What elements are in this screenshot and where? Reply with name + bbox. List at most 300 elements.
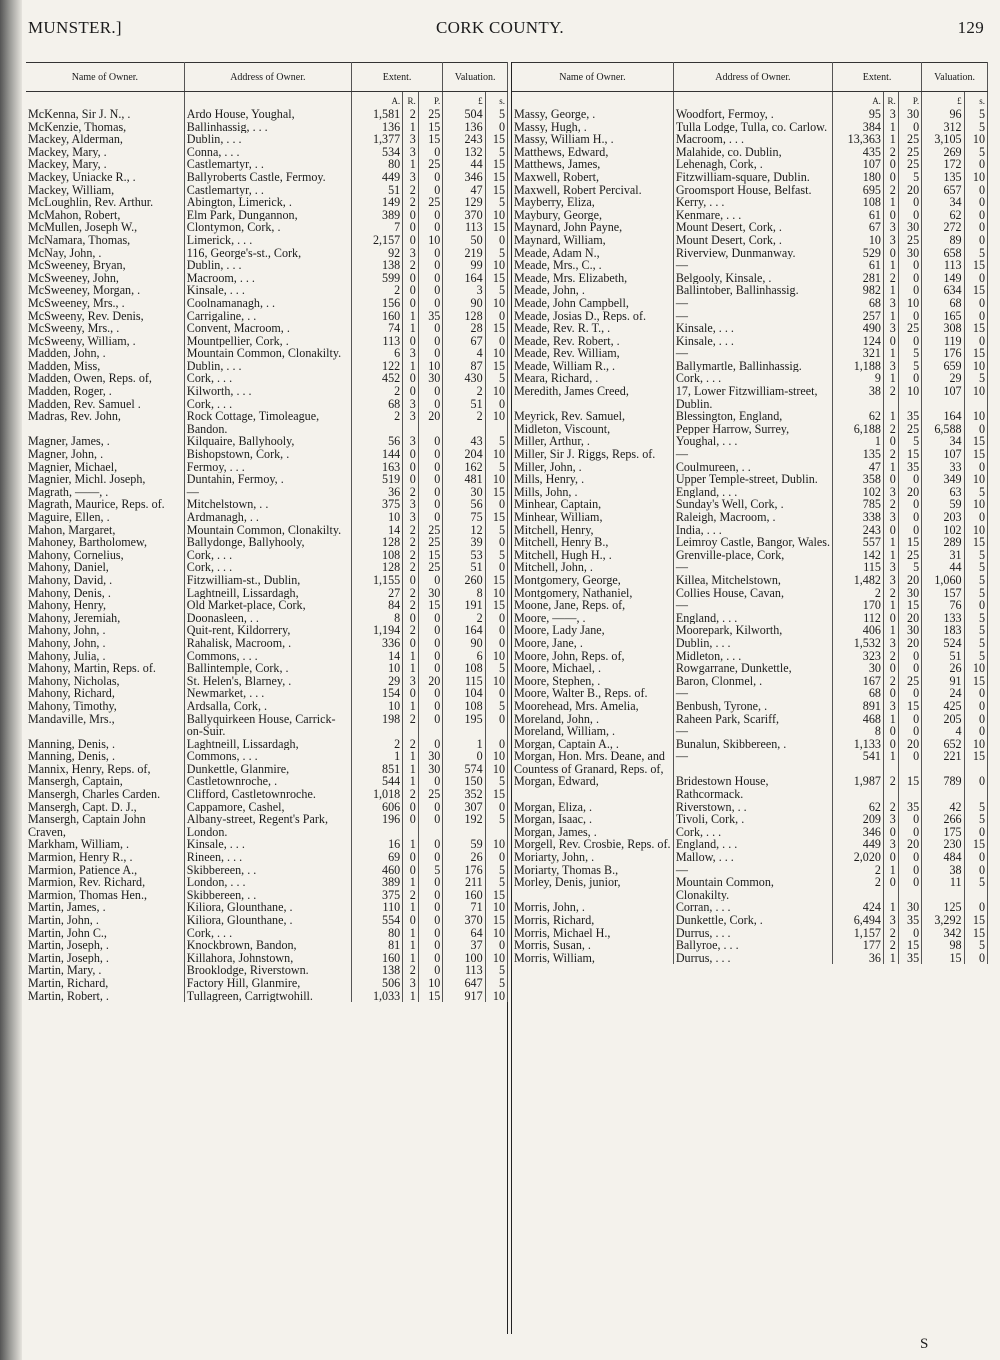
valuation-pounds: 150 (443, 775, 485, 788)
extent-roods: 2 (403, 184, 419, 197)
valuation-shillings: 0 (485, 561, 507, 574)
owner-name: Mahony, Nicholas, (26, 675, 184, 688)
extent-acres: 142 (833, 549, 884, 562)
valuation-pounds: 370 (443, 209, 485, 222)
table-row (26, 461, 508, 474)
table-row (512, 121, 988, 134)
owner-address: Castlemartyr, . . (184, 184, 351, 197)
valuation-shillings: 5 (485, 524, 507, 537)
table-row (512, 687, 988, 700)
extent-perches: 0 (418, 889, 443, 902)
owner-name: Mahony, Denis, . (26, 587, 184, 600)
extent-acres: 599 (351, 272, 402, 285)
valuation-pounds: 67 (443, 335, 485, 348)
table-row (512, 385, 988, 410)
extent-acres: 16 (351, 838, 402, 851)
valuation-pounds: 657 (922, 184, 964, 197)
col-name-header: Name of Owner. (26, 63, 184, 92)
valuation-pounds: 119 (922, 335, 964, 348)
unit-shillings: s. (964, 92, 987, 109)
table-row (26, 738, 508, 751)
extent-perches: 0 (898, 335, 921, 348)
valuation-pounds: 647 (443, 977, 485, 990)
extent-roods: 0 (403, 637, 419, 650)
owner-name: Massy, Hugh, . (512, 121, 673, 134)
valuation-shillings: 0 (485, 713, 507, 738)
owner-address: Kilquaire, Ballyhooly, (184, 435, 351, 448)
extent-roods: 3 (883, 914, 898, 927)
valuation-shillings: 5 (485, 876, 507, 889)
valuation-shillings: 10 (485, 473, 507, 486)
extent-roods: 2 (883, 587, 898, 600)
owner-name: McNay, John, . (26, 247, 184, 260)
extent-perches: 30 (898, 221, 921, 234)
extent-perches: 0 (898, 272, 921, 285)
extent-roods: 0 (403, 914, 419, 927)
extent-perches: 0 (898, 864, 921, 877)
owner-address: Collies House, Cavan, (673, 587, 832, 600)
owner-address: St. Helen's, Blarney, . (184, 675, 351, 688)
extent-acres: 160 (351, 310, 402, 323)
extent-acres: 47 (833, 461, 884, 474)
extent-acres: 2 (351, 385, 402, 398)
extent-perches: 0 (898, 662, 921, 675)
owner-name: Mahony, John, . (26, 637, 184, 650)
extent-roods: 0 (403, 372, 419, 385)
valuation-shillings: 5 (485, 196, 507, 209)
owner-address: Cork, . . . (673, 826, 832, 839)
valuation-pounds: 26 (922, 662, 964, 675)
owner-address: Youghal, . . . (673, 435, 832, 448)
owner-name: Mahon, Margaret, (26, 524, 184, 537)
extent-acres: 6,494 (833, 914, 884, 927)
extent-roods: 0 (883, 171, 898, 184)
owner-address: Commons, . . . (184, 750, 351, 763)
extent-perches: 25 (898, 423, 921, 436)
owner-address: Clontymon, Cork, . (184, 221, 351, 234)
owner-name: Magnier, Michael, (26, 461, 184, 474)
owner-address: 116, George's-st., Cork, (184, 247, 351, 260)
owner-name: McSweeney, Mrs., . (26, 297, 184, 310)
extent-perches: 20 (898, 637, 921, 650)
table-row (26, 247, 508, 260)
valuation-pounds: 4 (443, 347, 485, 360)
owner-name: Magrath, Maurice, Reps. of. (26, 498, 184, 511)
extent-roods: 1 (403, 990, 419, 1003)
extent-roods: 3 (883, 574, 898, 587)
extent-roods: 3 (883, 322, 898, 335)
extent-roods: 2 (883, 775, 898, 800)
owner-address: Raleigh, Macroom, . (673, 511, 832, 524)
extent-roods: 3 (883, 700, 898, 713)
valuation-shillings: 15 (485, 788, 507, 801)
extent-roods: 1 (403, 838, 419, 851)
owner-address: Baron, Clonmel, . (673, 675, 832, 688)
owner-name: Morley, Denis, junior, (512, 876, 673, 901)
valuation-shillings: 10 (964, 360, 987, 373)
extent-roods: 1 (883, 864, 898, 877)
valuation-pounds: 2 (443, 612, 485, 625)
table-row (512, 284, 988, 297)
extent-perches: 0 (418, 662, 443, 675)
owner-address: Dublin, . . . (184, 360, 351, 373)
extent-perches: 15 (898, 448, 921, 461)
extent-perches: 20 (898, 738, 921, 751)
extent-roods: 2 (403, 889, 419, 902)
extent-roods: 1 (883, 310, 898, 323)
extent-acres: 10 (833, 234, 884, 247)
extent-acres: 1,133 (833, 738, 884, 751)
table-row (26, 612, 508, 625)
extent-acres: 112 (833, 612, 884, 625)
valuation-pounds: 370 (443, 914, 485, 927)
extent-perches: 0 (898, 725, 921, 738)
table-row (512, 549, 988, 562)
owner-address: Tivoli, Cork, . (673, 813, 832, 826)
table-row (26, 838, 508, 851)
extent-acres: 534 (351, 146, 402, 159)
valuation-shillings: 10 (964, 524, 987, 537)
extent-perches: 25 (898, 549, 921, 562)
extent-acres: 14 (351, 650, 402, 663)
valuation-shillings: 10 (485, 675, 507, 688)
valuation-shillings: 10 (485, 297, 507, 310)
extent-roods: 2 (403, 713, 419, 738)
table-row (26, 448, 508, 461)
valuation-pounds: 113 (922, 259, 964, 272)
valuation-pounds: 658 (922, 247, 964, 260)
valuation-shillings: 15 (485, 889, 507, 902)
owner-address: — (673, 297, 832, 310)
extent-roods: 2 (403, 561, 419, 574)
extent-roods: 1 (883, 624, 898, 637)
extent-perches: 0 (898, 927, 921, 940)
valuation-pounds: 164 (922, 410, 964, 423)
valuation-shillings: 15 (485, 158, 507, 171)
valuation-shillings: 10 (485, 901, 507, 914)
extent-roods: 3 (403, 171, 419, 184)
extent-roods: 1 (883, 952, 898, 965)
valuation-pounds: 104 (443, 687, 485, 700)
table-row (26, 713, 508, 738)
valuation-pounds: 176 (443, 864, 485, 877)
table-row (26, 662, 508, 675)
table-row (26, 788, 508, 801)
extent-perches: 25 (418, 788, 443, 801)
extent-roods: 3 (883, 486, 898, 499)
extent-roods: 3 (403, 347, 419, 360)
extent-acres: 27 (351, 587, 402, 600)
owner-address: Tulla Lodge, Tulla, co. Carlow. (673, 121, 832, 134)
valuation-pounds: 0 (443, 750, 485, 763)
right-table-body (512, 108, 988, 964)
extent-perches: 35 (898, 914, 921, 927)
valuation-pounds: 6,588 (922, 423, 964, 436)
extent-perches: 30 (898, 108, 921, 121)
unit-pounds: £ (922, 92, 964, 109)
owner-name: Madden, Roger, . (26, 385, 184, 398)
owner-address: Albany-street, Regent's Park, London. (184, 813, 351, 838)
extent-acres: 1,018 (351, 788, 402, 801)
valuation-pounds: 162 (443, 461, 485, 474)
valuation-pounds: 59 (443, 838, 485, 851)
valuation-shillings: 15 (964, 322, 987, 335)
valuation-shillings: 15 (964, 536, 987, 549)
owner-name: Moore, Lady Jane, (512, 624, 673, 637)
extent-acres: 358 (833, 473, 884, 486)
owner-address: Kenmare, . . . (673, 209, 832, 222)
valuation-pounds: 28 (443, 322, 485, 335)
valuation-shillings: 0 (964, 687, 987, 700)
extent-roods: 1 (883, 713, 898, 726)
left-table-body (26, 108, 508, 1002)
extent-perches: 0 (898, 511, 921, 524)
extent-perches: 20 (898, 574, 921, 587)
extent-perches: 0 (418, 259, 443, 272)
owner-address: Convent, Macroom, . (184, 322, 351, 335)
valuation-pounds: 149 (922, 272, 964, 285)
table-row (512, 322, 988, 335)
owner-address: 17, Lower Fitzwilliam-street, Dublin. (673, 385, 832, 410)
extent-roods: 2 (403, 624, 419, 637)
owner-address: Ballydonge, Ballyhooly, (184, 536, 351, 549)
extent-perches: 0 (898, 259, 921, 272)
extent-acres: 68 (833, 687, 884, 700)
extent-perches: 0 (418, 511, 443, 524)
valuation-shillings: 15 (964, 675, 987, 688)
extent-roods: 1 (883, 461, 898, 474)
extent-acres: 128 (351, 536, 402, 549)
extent-perches: 0 (418, 901, 443, 914)
table-row (26, 574, 508, 587)
extent-perches: 5 (898, 347, 921, 360)
valuation-shillings: 5 (964, 146, 987, 159)
extent-roods: 2 (403, 599, 419, 612)
owner-name: Meade, Mrs. Elizabeth, (512, 272, 673, 285)
valuation-shillings: 10 (485, 927, 507, 940)
extent-perches: 15 (898, 536, 921, 549)
owner-name: Mackey, Alderman, (26, 133, 184, 146)
owner-name: Moore, ——, . (512, 612, 673, 625)
owner-name: Massy, William H., . (512, 133, 673, 146)
extent-roods: 0 (883, 524, 898, 537)
valuation-shillings: 5 (485, 247, 507, 260)
table-row (512, 927, 988, 940)
extent-roods: 2 (403, 524, 419, 537)
extent-perches: 25 (418, 536, 443, 549)
extent-acres: 36 (833, 952, 884, 965)
table-row (512, 524, 988, 537)
extent-perches: 15 (418, 549, 443, 562)
owner-name: Madden, Owen, Reps. of, (26, 372, 184, 385)
extent-acres: 61 (833, 259, 884, 272)
extent-roods: 3 (403, 977, 419, 990)
owner-address: — (673, 687, 832, 700)
extent-acres: 982 (833, 284, 884, 297)
owner-name: Mayberry, Eliza, (512, 196, 673, 209)
valuation-pounds: 205 (922, 713, 964, 726)
table-row (512, 637, 988, 650)
extent-roods: 3 (403, 511, 419, 524)
extent-acres: 74 (351, 322, 402, 335)
extent-acres: 138 (351, 259, 402, 272)
valuation-shillings: 0 (485, 637, 507, 650)
extent-acres: 336 (351, 637, 402, 650)
table-row (26, 196, 508, 209)
valuation-pounds: 29 (922, 372, 964, 385)
owner-address: Killahora, Johnstown, (184, 952, 351, 965)
extent-acres: 128 (351, 561, 402, 574)
table-row (26, 914, 508, 927)
table-row (512, 259, 988, 272)
valuation-shillings: 10 (485, 763, 507, 776)
extent-roods: 1 (403, 763, 419, 776)
valuation-pounds: 108 (443, 700, 485, 713)
table-row (26, 310, 508, 323)
valuation-shillings: 0 (485, 851, 507, 864)
extent-perches: 0 (898, 650, 921, 663)
table-row (26, 398, 508, 411)
extent-roods: 2 (403, 964, 419, 977)
table-row (512, 561, 988, 574)
valuation-shillings: 10 (964, 498, 987, 511)
extent-acres: 1,377 (351, 133, 402, 146)
valuation-pounds: 312 (922, 121, 964, 134)
valuation-pounds: 50 (443, 234, 485, 247)
valuation-shillings: 10 (485, 410, 507, 435)
valuation-pounds: 12 (443, 524, 485, 537)
table-row (512, 310, 988, 323)
valuation-pounds: 211 (443, 876, 485, 889)
extent-roods: 1 (883, 599, 898, 612)
extent-perches: 0 (898, 498, 921, 511)
extent-roods: 2 (883, 272, 898, 285)
valuation-shillings: 5 (964, 876, 987, 901)
extent-perches: 0 (418, 448, 443, 461)
owner-name: Mahony, Richard, (26, 687, 184, 700)
extent-acres: 281 (833, 272, 884, 285)
table-row (26, 284, 508, 297)
col-valuation-header: Valuation. (443, 63, 508, 92)
table-row (512, 713, 988, 726)
extent-perches: 0 (898, 687, 921, 700)
valuation-pounds: 75 (443, 511, 485, 524)
extent-acres: 122 (351, 360, 402, 373)
extent-roods: 1 (883, 372, 898, 385)
owner-address: Mount Desert, Cork, . (673, 221, 832, 234)
owner-name: Morgan, Isaac, . (512, 813, 673, 826)
extent-acres: 851 (351, 763, 402, 776)
table-row (512, 146, 988, 159)
extent-perches: 35 (898, 952, 921, 965)
extent-perches: 0 (418, 435, 443, 448)
table-row (26, 750, 508, 763)
extent-acres: 6,188 (833, 423, 884, 436)
owner-name: Morris, Richard, (512, 914, 673, 927)
extent-acres: 36 (351, 486, 402, 499)
extent-perches: 0 (418, 713, 443, 738)
owner-address: Woodfort, Fermoy, . (673, 108, 832, 121)
owner-name: Mackey, Mary, . (26, 158, 184, 171)
extent-acres: 468 (833, 713, 884, 726)
valuation-pounds: 38 (922, 864, 964, 877)
owner-address: — (673, 561, 832, 574)
valuation-pounds: 204 (443, 448, 485, 461)
extent-perches: 5 (418, 864, 443, 877)
extent-roods: 3 (403, 133, 419, 146)
extent-roods: 1 (883, 410, 898, 423)
valuation-pounds: 272 (922, 221, 964, 234)
valuation-shillings: 0 (964, 158, 987, 171)
owner-name: Mackey, Uniacke R., . (26, 171, 184, 184)
owner-address: Moorepark, Kilworth, (673, 624, 832, 637)
extent-perches: 0 (898, 284, 921, 297)
owner-address: Midleton, . . . (673, 650, 832, 663)
owner-address: Elm Park, Dungannon, (184, 209, 351, 222)
valuation-pounds: 107 (922, 448, 964, 461)
extent-acres: 80 (351, 927, 402, 940)
valuation-pounds: 113 (443, 964, 485, 977)
extent-perches: 0 (418, 813, 443, 838)
extent-roods: 1 (883, 347, 898, 360)
valuation-shillings: 0 (485, 687, 507, 700)
owner-address: Laghtneill, Lissardagh, (184, 738, 351, 751)
extent-roods: 1 (403, 322, 419, 335)
valuation-pounds: 33 (922, 461, 964, 474)
table-row (512, 221, 988, 234)
extent-acres: 1,188 (833, 360, 884, 373)
valuation-shillings: 15 (485, 171, 507, 184)
valuation-pounds: 266 (922, 813, 964, 826)
table-row (512, 372, 988, 385)
owner-name: Mahony, Jeremiah, (26, 612, 184, 625)
extent-acres: 6 (351, 347, 402, 360)
extent-perches: 20 (898, 486, 921, 499)
owner-address: Factory Hill, Glanmire, (184, 977, 351, 990)
extent-perches: 10 (418, 977, 443, 990)
valuation-pounds: 4 (922, 725, 964, 738)
valuation-pounds: 504 (443, 108, 485, 121)
extent-roods: 0 (403, 385, 419, 398)
extent-roods: 0 (403, 813, 419, 838)
owner-name: Meade, Rev. Robert, . (512, 335, 673, 348)
owner-name: Mills, John, . (512, 486, 673, 499)
valuation-shillings: 0 (964, 209, 987, 222)
extent-acres: 108 (351, 549, 402, 562)
valuation-shillings: 15 (964, 347, 987, 360)
owner-address: — (673, 750, 832, 775)
extent-roods: 0 (403, 284, 419, 297)
valuation-pounds: 191 (443, 599, 485, 612)
valuation-shillings: 5 (964, 650, 987, 663)
valuation-shillings: 15 (964, 838, 987, 851)
owner-name: Marmion, Rev. Richard, (26, 876, 184, 889)
extent-roods: 0 (883, 158, 898, 171)
extent-roods: 2 (883, 184, 898, 197)
extent-perches: 0 (418, 473, 443, 486)
owner-name: Meade, Rev. R. T., . (512, 322, 673, 335)
extent-roods: 3 (403, 410, 419, 435)
owner-name: Morris, William, (512, 952, 673, 965)
table-row (512, 133, 988, 146)
owner-address: Ballyroberts Castle, Fermoy. (184, 171, 351, 184)
extent-perches: 0 (418, 322, 443, 335)
owner-name: Montgomery, George, (512, 574, 673, 587)
extent-acres: 198 (351, 713, 402, 738)
owner-name: Martin, Robert, . (26, 990, 184, 1003)
owner-name: Mansergh, Captain, (26, 775, 184, 788)
extent-perches: 15 (898, 775, 921, 800)
